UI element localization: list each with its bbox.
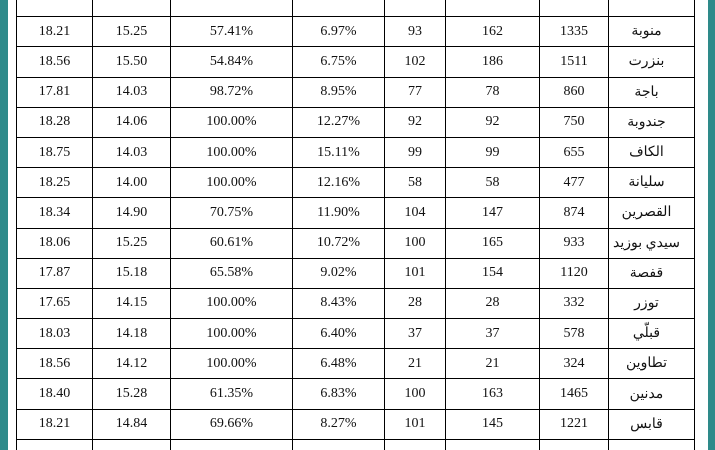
cell-percent-1: 12.16% (293, 168, 385, 198)
cell-percent-2: 65.58% (171, 258, 293, 288)
cell-percent-1: 10.72% (293, 228, 385, 258)
cell-percent-1: 15.11% (293, 137, 385, 167)
cell-avg-2: 18.28 (17, 107, 93, 137)
table-body (17, 0, 695, 450)
cell-governorate: سيدي بوزيد (609, 228, 695, 258)
cell-percent-2: 98.72% (171, 77, 293, 107)
cell-governorate: منوبة (609, 17, 695, 47)
cell-count-3: 101 (385, 409, 446, 439)
cell-percent-2: 60.61% (171, 228, 293, 258)
cell-count-3: 102 (385, 47, 446, 77)
cell-percent-2: 57.41% (171, 17, 293, 47)
table-row (17, 137, 695, 167)
cell-governorate (609, 439, 695, 450)
cell-governorate: قابس (609, 409, 695, 439)
cell-percent-1: 8.43% (293, 288, 385, 318)
cell-avg-1: 14.12 (93, 349, 171, 379)
cell-count-2: 163 (446, 379, 540, 409)
cell-count-2 (446, 0, 540, 17)
cell-avg-2: 18.21 (17, 409, 93, 439)
cell-governorate: القصرين (609, 198, 695, 228)
cell-count-2: 99 (446, 137, 540, 167)
cell-total: 477 (540, 168, 609, 198)
cell-percent-2: 69.66% (171, 409, 293, 439)
cell-percent-1: 9.02% (293, 258, 385, 288)
cell-avg-1: 15.18 (93, 258, 171, 288)
cell-avg-1: 14.90 (93, 198, 171, 228)
cell-avg-2: 18.25 (17, 168, 93, 198)
cell-governorate: باجة (609, 77, 695, 107)
cell-count-3: 58 (385, 168, 446, 198)
cell-percent-1: 6.75% (293, 47, 385, 77)
cell-total (540, 439, 609, 450)
table-row (17, 47, 695, 77)
cell-percent-2: 61.35% (171, 379, 293, 409)
cell-total: 1221 (540, 409, 609, 439)
cell-count-3: 21 (385, 349, 446, 379)
cell-total: 332 (540, 288, 609, 318)
cell-avg-1 (93, 439, 171, 450)
table-row (17, 77, 695, 107)
cell-count-2: 154 (446, 258, 540, 288)
document-page (8, 0, 708, 450)
cell-percent-1 (293, 0, 385, 17)
table-row (17, 0, 695, 17)
cell-count-3: 77 (385, 77, 446, 107)
cell-governorate: تطاوين (609, 349, 695, 379)
cell-count-3 (385, 439, 446, 450)
cell-percent-2 (171, 439, 293, 450)
cell-count-3 (385, 0, 446, 17)
cell-avg-2: 18.03 (17, 319, 93, 349)
cell-count-2: 37 (446, 319, 540, 349)
cell-percent-2: 100.00% (171, 349, 293, 379)
cell-percent-1 (293, 439, 385, 450)
table-row (17, 349, 695, 379)
cell-avg-2: 17.87 (17, 258, 93, 288)
table-row-cut (17, 439, 695, 450)
cell-total: 933 (540, 228, 609, 258)
cell-percent-1: 6.97% (293, 17, 385, 47)
cell-total: 1335 (540, 17, 609, 47)
cell-count-2: 21 (446, 349, 540, 379)
table-row (17, 319, 695, 349)
cell-count-2: 186 (446, 47, 540, 77)
cell-total: 578 (540, 319, 609, 349)
cell-avg-2 (17, 439, 93, 450)
cell-count-2: 92 (446, 107, 540, 137)
cell-total (540, 0, 609, 17)
cell-governorate: الكاف (609, 137, 695, 167)
cell-count-2: 58 (446, 168, 540, 198)
cell-total: 324 (540, 349, 609, 379)
cell-count-3: 104 (385, 198, 446, 228)
cell-avg-1: 15.25 (93, 228, 171, 258)
cell-governorate: مدنين (609, 379, 695, 409)
cell-total: 1511 (540, 47, 609, 77)
cell-avg-2: 18.06 (17, 228, 93, 258)
cell-total: 655 (540, 137, 609, 167)
cell-avg-1: 15.28 (93, 379, 171, 409)
cell-percent-1: 12.27% (293, 107, 385, 137)
cell-total: 750 (540, 107, 609, 137)
cell-percent-2: 100.00% (171, 319, 293, 349)
cell-percent-1: 8.95% (293, 77, 385, 107)
cell-avg-1: 14.00 (93, 168, 171, 198)
cell-count-2 (446, 439, 540, 450)
cell-count-3: 101 (385, 258, 446, 288)
cell-avg-1: 14.15 (93, 288, 171, 318)
cell-count-2: 162 (446, 17, 540, 47)
cell-count-3: 92 (385, 107, 446, 137)
cell-avg-2 (17, 0, 93, 17)
cell-percent-1: 11.90% (293, 198, 385, 228)
table-row (17, 379, 695, 409)
cell-governorate: قبلّي (609, 319, 695, 349)
cell-governorate: قفصة (609, 258, 695, 288)
cell-total: 1465 (540, 379, 609, 409)
cell-governorate: بنزرت (609, 47, 695, 77)
cell-percent-1: 8.27% (293, 409, 385, 439)
table-row (17, 198, 695, 228)
cell-count-3: 100 (385, 379, 446, 409)
cell-avg-2: 18.34 (17, 198, 93, 228)
cell-governorate: توزر (609, 288, 695, 318)
cell-avg-1: 14.18 (93, 319, 171, 349)
cell-count-3: 28 (385, 288, 446, 318)
cell-avg-1: 14.06 (93, 107, 171, 137)
cell-avg-2: 18.21 (17, 17, 93, 47)
cell-count-2: 147 (446, 198, 540, 228)
cell-count-2: 165 (446, 228, 540, 258)
cell-avg-2: 18.75 (17, 137, 93, 167)
cell-avg-1: 15.25 (93, 17, 171, 47)
cell-count-3: 93 (385, 17, 446, 47)
cell-percent-1: 6.40% (293, 319, 385, 349)
cell-governorate: سليانة (609, 168, 695, 198)
cell-total: 874 (540, 198, 609, 228)
cell-percent-1: 6.83% (293, 379, 385, 409)
table-row (17, 258, 695, 288)
table-row (17, 288, 695, 318)
cell-avg-1: 14.84 (93, 409, 171, 439)
cell-count-3: 100 (385, 228, 446, 258)
cell-avg-1: 14.03 (93, 77, 171, 107)
cell-count-2: 28 (446, 288, 540, 318)
cell-percent-1: 6.48% (293, 349, 385, 379)
cell-avg-2: 18.40 (17, 379, 93, 409)
cell-count-3: 37 (385, 319, 446, 349)
cell-governorate: جندوبة (609, 107, 695, 137)
cell-percent-2: 100.00% (171, 288, 293, 318)
cell-avg-2: 17.81 (17, 77, 93, 107)
cell-governorate (609, 0, 695, 17)
cell-count-2: 78 (446, 77, 540, 107)
cell-avg-2: 18.56 (17, 47, 93, 77)
cell-percent-2: 100.00% (171, 137, 293, 167)
results-table (16, 0, 695, 450)
cell-percent-2: 100.00% (171, 107, 293, 137)
cell-percent-2: 70.75% (171, 198, 293, 228)
cell-percent-2: 100.00% (171, 168, 293, 198)
table-row (17, 228, 695, 258)
table-row (17, 409, 695, 439)
cell-avg-1 (93, 0, 171, 17)
cell-percent-2: 54.84% (171, 47, 293, 77)
cell-total: 1120 (540, 258, 609, 288)
cell-avg-2: 17.65 (17, 288, 93, 318)
cell-percent-2 (171, 0, 293, 17)
cell-avg-1: 14.03 (93, 137, 171, 167)
table-row (17, 107, 695, 137)
table-row (17, 17, 695, 47)
cell-count-2: 145 (446, 409, 540, 439)
cell-count-3: 99 (385, 137, 446, 167)
cell-avg-1: 15.50 (93, 47, 171, 77)
table-row (17, 168, 695, 198)
cell-total: 860 (540, 77, 609, 107)
cell-avg-2: 18.56 (17, 349, 93, 379)
